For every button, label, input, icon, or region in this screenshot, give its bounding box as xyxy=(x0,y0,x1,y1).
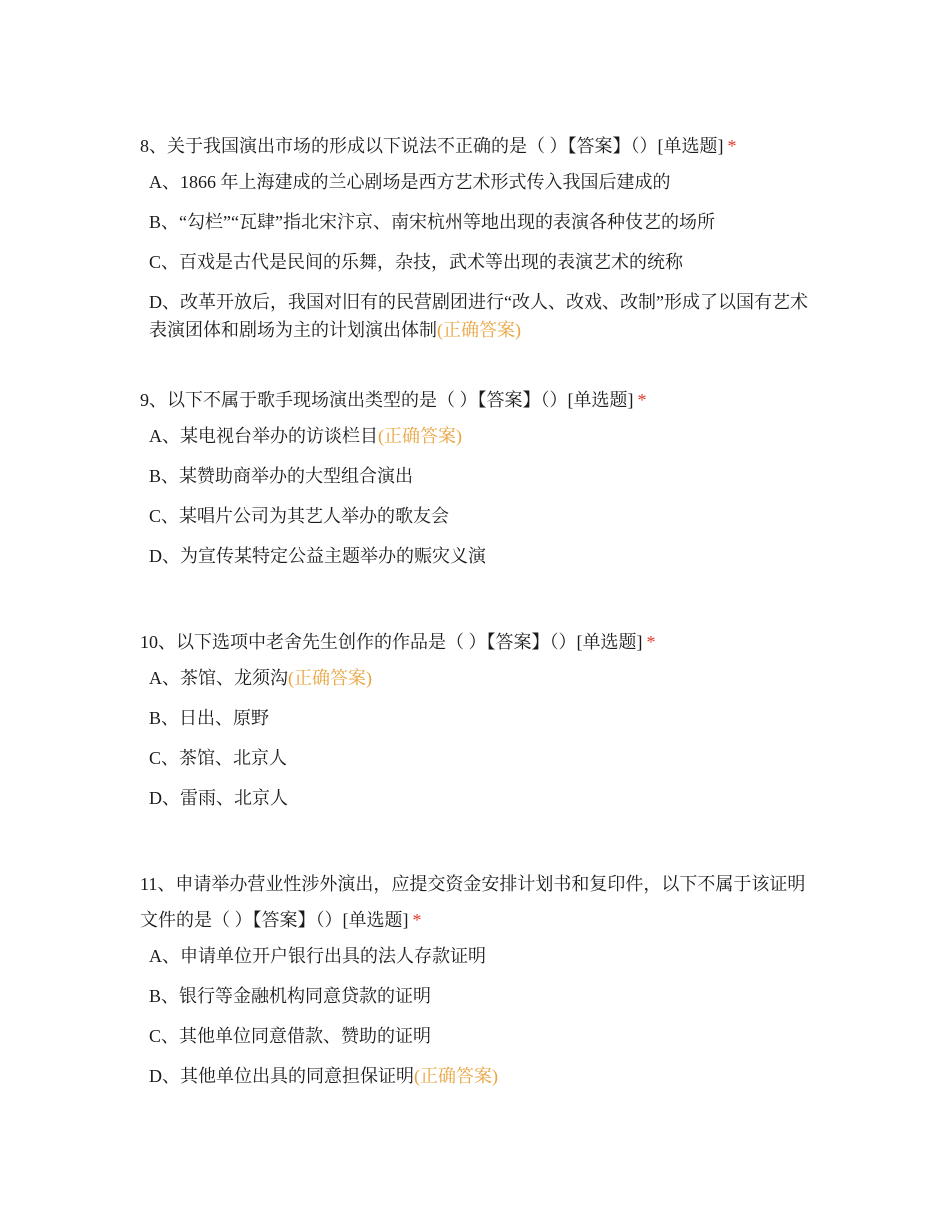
option-a[interactable]: A、茶馆、龙须沟(正确答案) xyxy=(149,668,372,688)
question-title: 8、关于我国演出市场的形成以下说法不正确的是（ ）【答案】（）[单选题] * xyxy=(140,136,737,156)
required-asterisk: * xyxy=(727,136,737,156)
option-c[interactable]: C、百戏是古代是民间的乐舞，杂技，武术等出现的表演艺术的统称 xyxy=(149,252,684,272)
question-title: 10、以下选项中老舍先生创作的作品是（ ）【答案】（）[单选题] * xyxy=(140,632,656,652)
required-asterisk: * xyxy=(412,910,422,930)
option-d[interactable]: D、为宣传某特定公益主题举办的赈灾义演 xyxy=(149,546,486,566)
correct-answer-tag: (正确答案) xyxy=(414,1066,498,1086)
option-b[interactable]: B、某赞助商举办的大型组合演出 xyxy=(149,466,414,486)
option-b[interactable]: B、银行等金融机构同意贷款的证明 xyxy=(149,986,432,1006)
required-asterisk: * xyxy=(637,390,647,410)
option-c[interactable]: C、某唱片公司为其艺人举办的歌友会 xyxy=(149,506,450,526)
option-a[interactable]: A、1866 年上海建成的兰心剧场是西方艺术形式传入我国后建成的 xyxy=(149,172,671,192)
correct-answer-tag: (正确答案) xyxy=(437,320,521,340)
option-c[interactable]: C、茶馆、北京人 xyxy=(149,748,288,768)
option-d[interactable]: D、改革开放后，我国对旧有的民营剧团进行“改人、改戏、改制”形成了以国有艺术表演团体和剧场为主的计划演出体制(正确答案) xyxy=(149,292,808,340)
option-a[interactable]: A、某电视台举办的访谈栏目(正确答案) xyxy=(149,426,462,446)
question-9 xyxy=(140,382,820,582)
question-8 xyxy=(140,128,820,344)
correct-answer-tag: (正确答案) xyxy=(288,668,372,688)
option-d[interactable]: D、雷雨、北京人 xyxy=(149,788,288,808)
option-c[interactable]: C、其他单位同意借款、赞助的证明 xyxy=(149,1026,432,1046)
question-title: 9、以下不属于歌手现场演出类型的是（ ）【答案】（）[单选题] * xyxy=(140,390,647,410)
question-11 xyxy=(140,866,820,1102)
required-asterisk: * xyxy=(646,632,656,652)
question-10 xyxy=(140,624,820,824)
option-a[interactable]: A、申请单位开户银行出具的法人存款证明 xyxy=(149,946,486,966)
correct-answer-tag: (正确答案) xyxy=(378,426,462,446)
option-d[interactable]: D、其他单位出具的同意担保证明(正确答案) xyxy=(149,1066,498,1086)
option-b[interactable]: B、“勾栏”“瓦肆”指北宋汴京、南宋杭州等地出现的表演各种伎艺的场所 xyxy=(149,212,715,232)
question-title: 11、申请举办营业性涉外演出，应提交资金安排计划书和复印件，以下不属于该证明文件的是（ ）【答案】（）[单选题] * xyxy=(140,874,806,930)
option-b[interactable]: B、日出、原野 xyxy=(149,708,270,728)
